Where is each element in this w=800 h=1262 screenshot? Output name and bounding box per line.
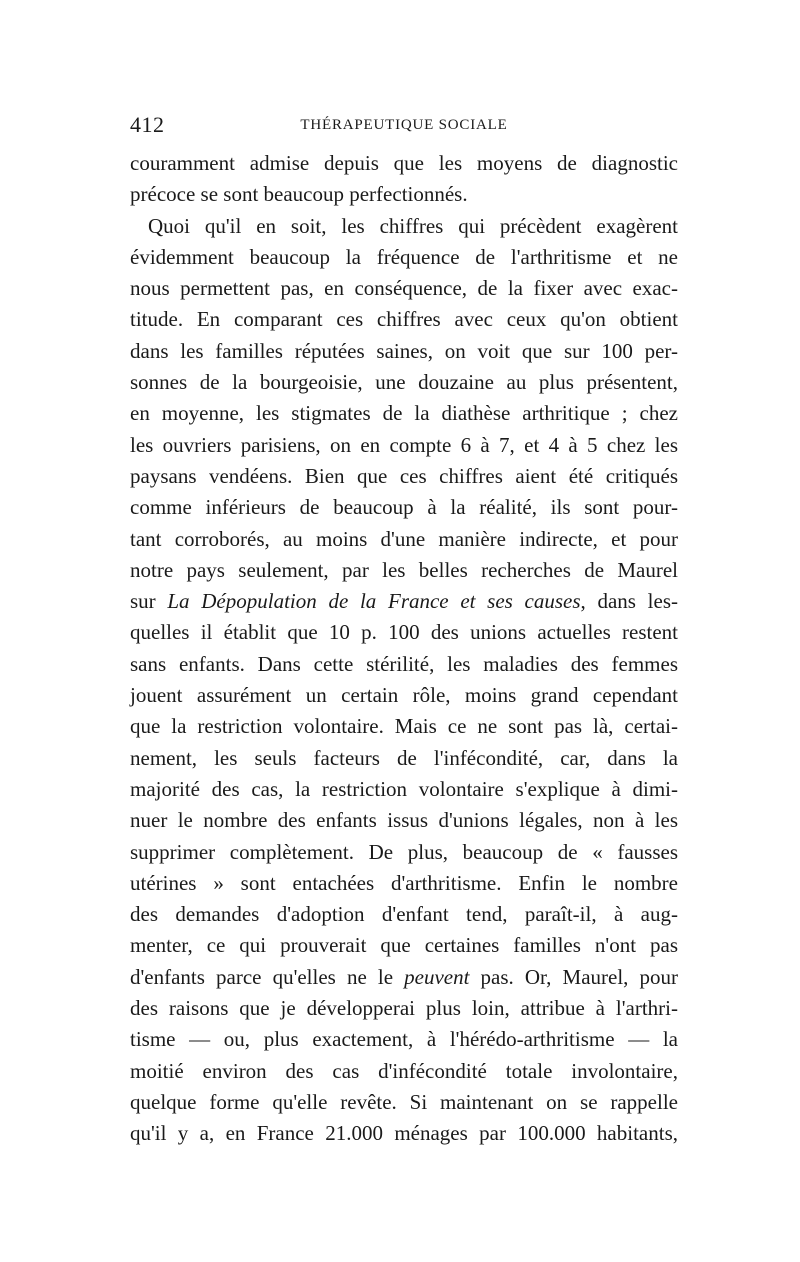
text-line: supprimer complètement. De plus, beaucoup de « fausses xyxy=(130,839,678,864)
text-line: des raisons que je développerai plus loin, attribue à l'arthri- xyxy=(130,996,678,1021)
text-line: des demandes d'adoption d'enfant tend, paraît-il, à aug- xyxy=(130,902,678,927)
text-line: nuer le nombre des enfants issus d'unions légales, non à les xyxy=(130,808,678,833)
text-line: comme inférieurs de beaucoup à la réalité, ils sont pour- xyxy=(130,495,678,520)
text-line: en moyenne, les stigmates de la diathèse arthritique ; chez xyxy=(130,401,678,426)
text-line: quelque forme qu'elle revête. Si maintenant on se rappelle xyxy=(130,1089,678,1114)
text-line: moitié environ des cas d'infécondité totale involontaire, xyxy=(130,1058,678,1083)
text-line: majorité des cas, la restriction volontaire s'explique à dimi- xyxy=(130,776,678,801)
text-line: titude. En comparant ces chiffres avec ceux qu'on obtient xyxy=(130,307,678,332)
text-line: jouent assurément un certain rôle, moins grand cependant xyxy=(130,683,678,708)
text-line: nous permettent pas, en conséquence, de la fixer avec exac- xyxy=(130,276,678,301)
text-line: qu'il y a, en France 21.000 ménages par 100.000 habitants, xyxy=(130,1121,678,1146)
emphasis-italic: peuvent xyxy=(404,964,470,989)
book-title-italic: La Dépopulation de la France et ses causes xyxy=(167,589,581,614)
text-line: précoce se sont beaucoup perfectionnés. xyxy=(130,182,468,207)
text-line: quelles il établit que 10 p. 100 des unions actuelles restent xyxy=(130,620,678,645)
text-line: tisme — ou, plus exactement, à l'hérédo-arthritisme — la xyxy=(130,1027,678,1052)
text-line: d'enfants parce qu'elles ne le peuvent pas. Or, Maurel, pour xyxy=(130,964,679,989)
book-page xyxy=(130,0,678,1262)
text-line: dans les familles réputées saines, on voit que sur 100 per- xyxy=(130,338,678,363)
page-number: 412 xyxy=(130,112,165,137)
text-line: les ouvriers parisiens, on en compte 6 à 7, et 4 à 5 chez les xyxy=(130,432,678,457)
body-text xyxy=(130,148,678,1150)
running-head xyxy=(130,113,678,137)
running-title: THÉRAPEUTIQUE SOCIALE xyxy=(300,117,508,133)
text-line: sans enfants. Dans cette stérilité, les maladies des femmes xyxy=(130,651,678,676)
text-line: utérines » sont entachées d'arthritisme. Enfin le nombre xyxy=(130,870,678,895)
text-line: menter, ce qui prouverait que certaines familles n'ont pas xyxy=(130,933,678,958)
text-line: sur La Dépopulation de la France et ses causes, dans les- xyxy=(130,589,678,614)
text-line: couramment admise depuis que les moyens de diagnostic xyxy=(130,151,678,175)
text-line: nement, les seuls facteurs de l'infécondité, car, dans la xyxy=(130,745,678,770)
text-line: paysans vendéens. Bien que ces chiffres aient été critiqués xyxy=(130,463,678,488)
text-line: évidemment beaucoup la fréquence de l'arthritisme et ne xyxy=(130,244,678,269)
text-line: que la restriction volontaire. Mais ce ne sont pas là, certai- xyxy=(130,714,678,739)
text-line: tant corroborés, au moins d'une manière indirecte, et pour xyxy=(130,526,678,551)
text-line: Quoi qu'il en soit, les chiffres qui précèdent exagèrent xyxy=(148,213,678,238)
text-line: notre pays seulement, par les belles recherches de Maurel xyxy=(130,557,678,582)
text-line: sonnes de la bourgeoisie, une douzaine au plus présentent, xyxy=(130,370,678,395)
